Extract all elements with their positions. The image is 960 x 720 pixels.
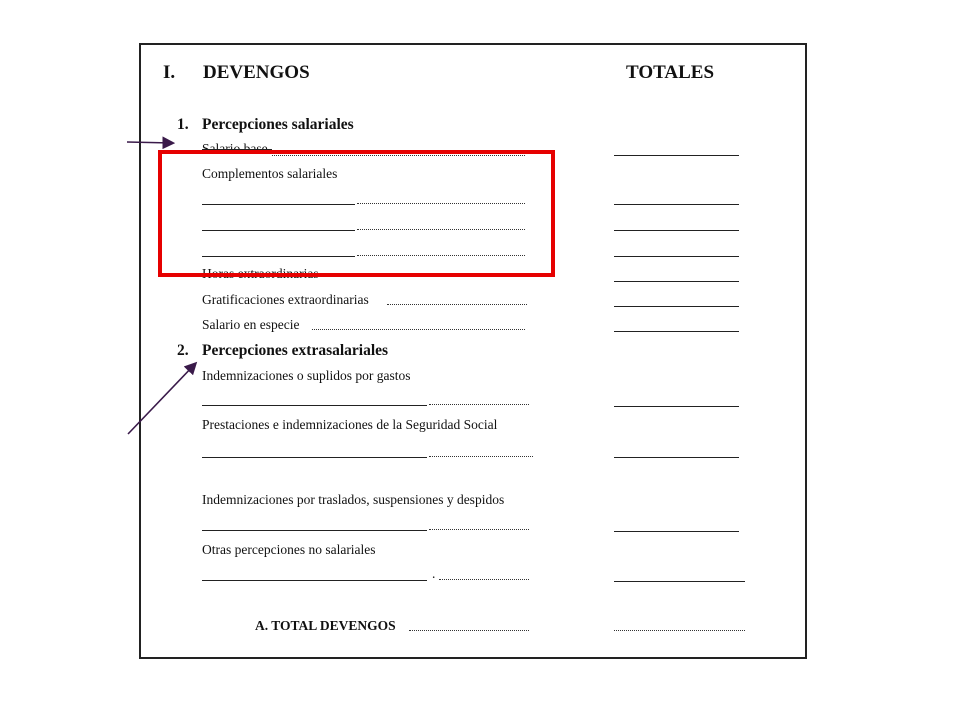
indemnizaciones-gastos-label: Indemnizaciones o suplidos por gastos (202, 368, 411, 383)
arrow-to-percepciones-extrasalariales (128, 364, 195, 434)
indemnizaciones-traslados-label: Indemnizaciones por traslados, suspensiones y despidos (202, 492, 505, 507)
section-title: DEVENGOS (203, 62, 310, 83)
total-devengos-label: A. TOTAL DEVENGOS (255, 618, 396, 633)
prestaciones-ss-label: Prestaciones e indemnizaciones de la Seguridad Social (202, 417, 498, 432)
salario-base-label: Salario base (202, 141, 268, 157)
totals-header: TOTALES (626, 62, 715, 83)
arrow-to-percepciones-salariales (127, 142, 172, 143)
group2-title: Percepciones extrasalariales (202, 342, 389, 359)
horas-extra-label: Horas extraordinarias (202, 266, 319, 282)
group2-number: 2. (177, 342, 189, 359)
salario-especie-label: Salario en especie (202, 317, 300, 332)
otras-percepciones-label: Otras percepciones no salariales (202, 542, 376, 557)
group1-title: Percepciones salariales (202, 116, 354, 133)
group1-number: 1. (177, 116, 189, 133)
section-number: I. (163, 62, 176, 83)
gratificaciones-label: Gratificaciones extraordinarias (202, 292, 369, 307)
separator-mark: . (432, 566, 436, 581)
complementos-label: Complementos salariales (202, 166, 338, 181)
